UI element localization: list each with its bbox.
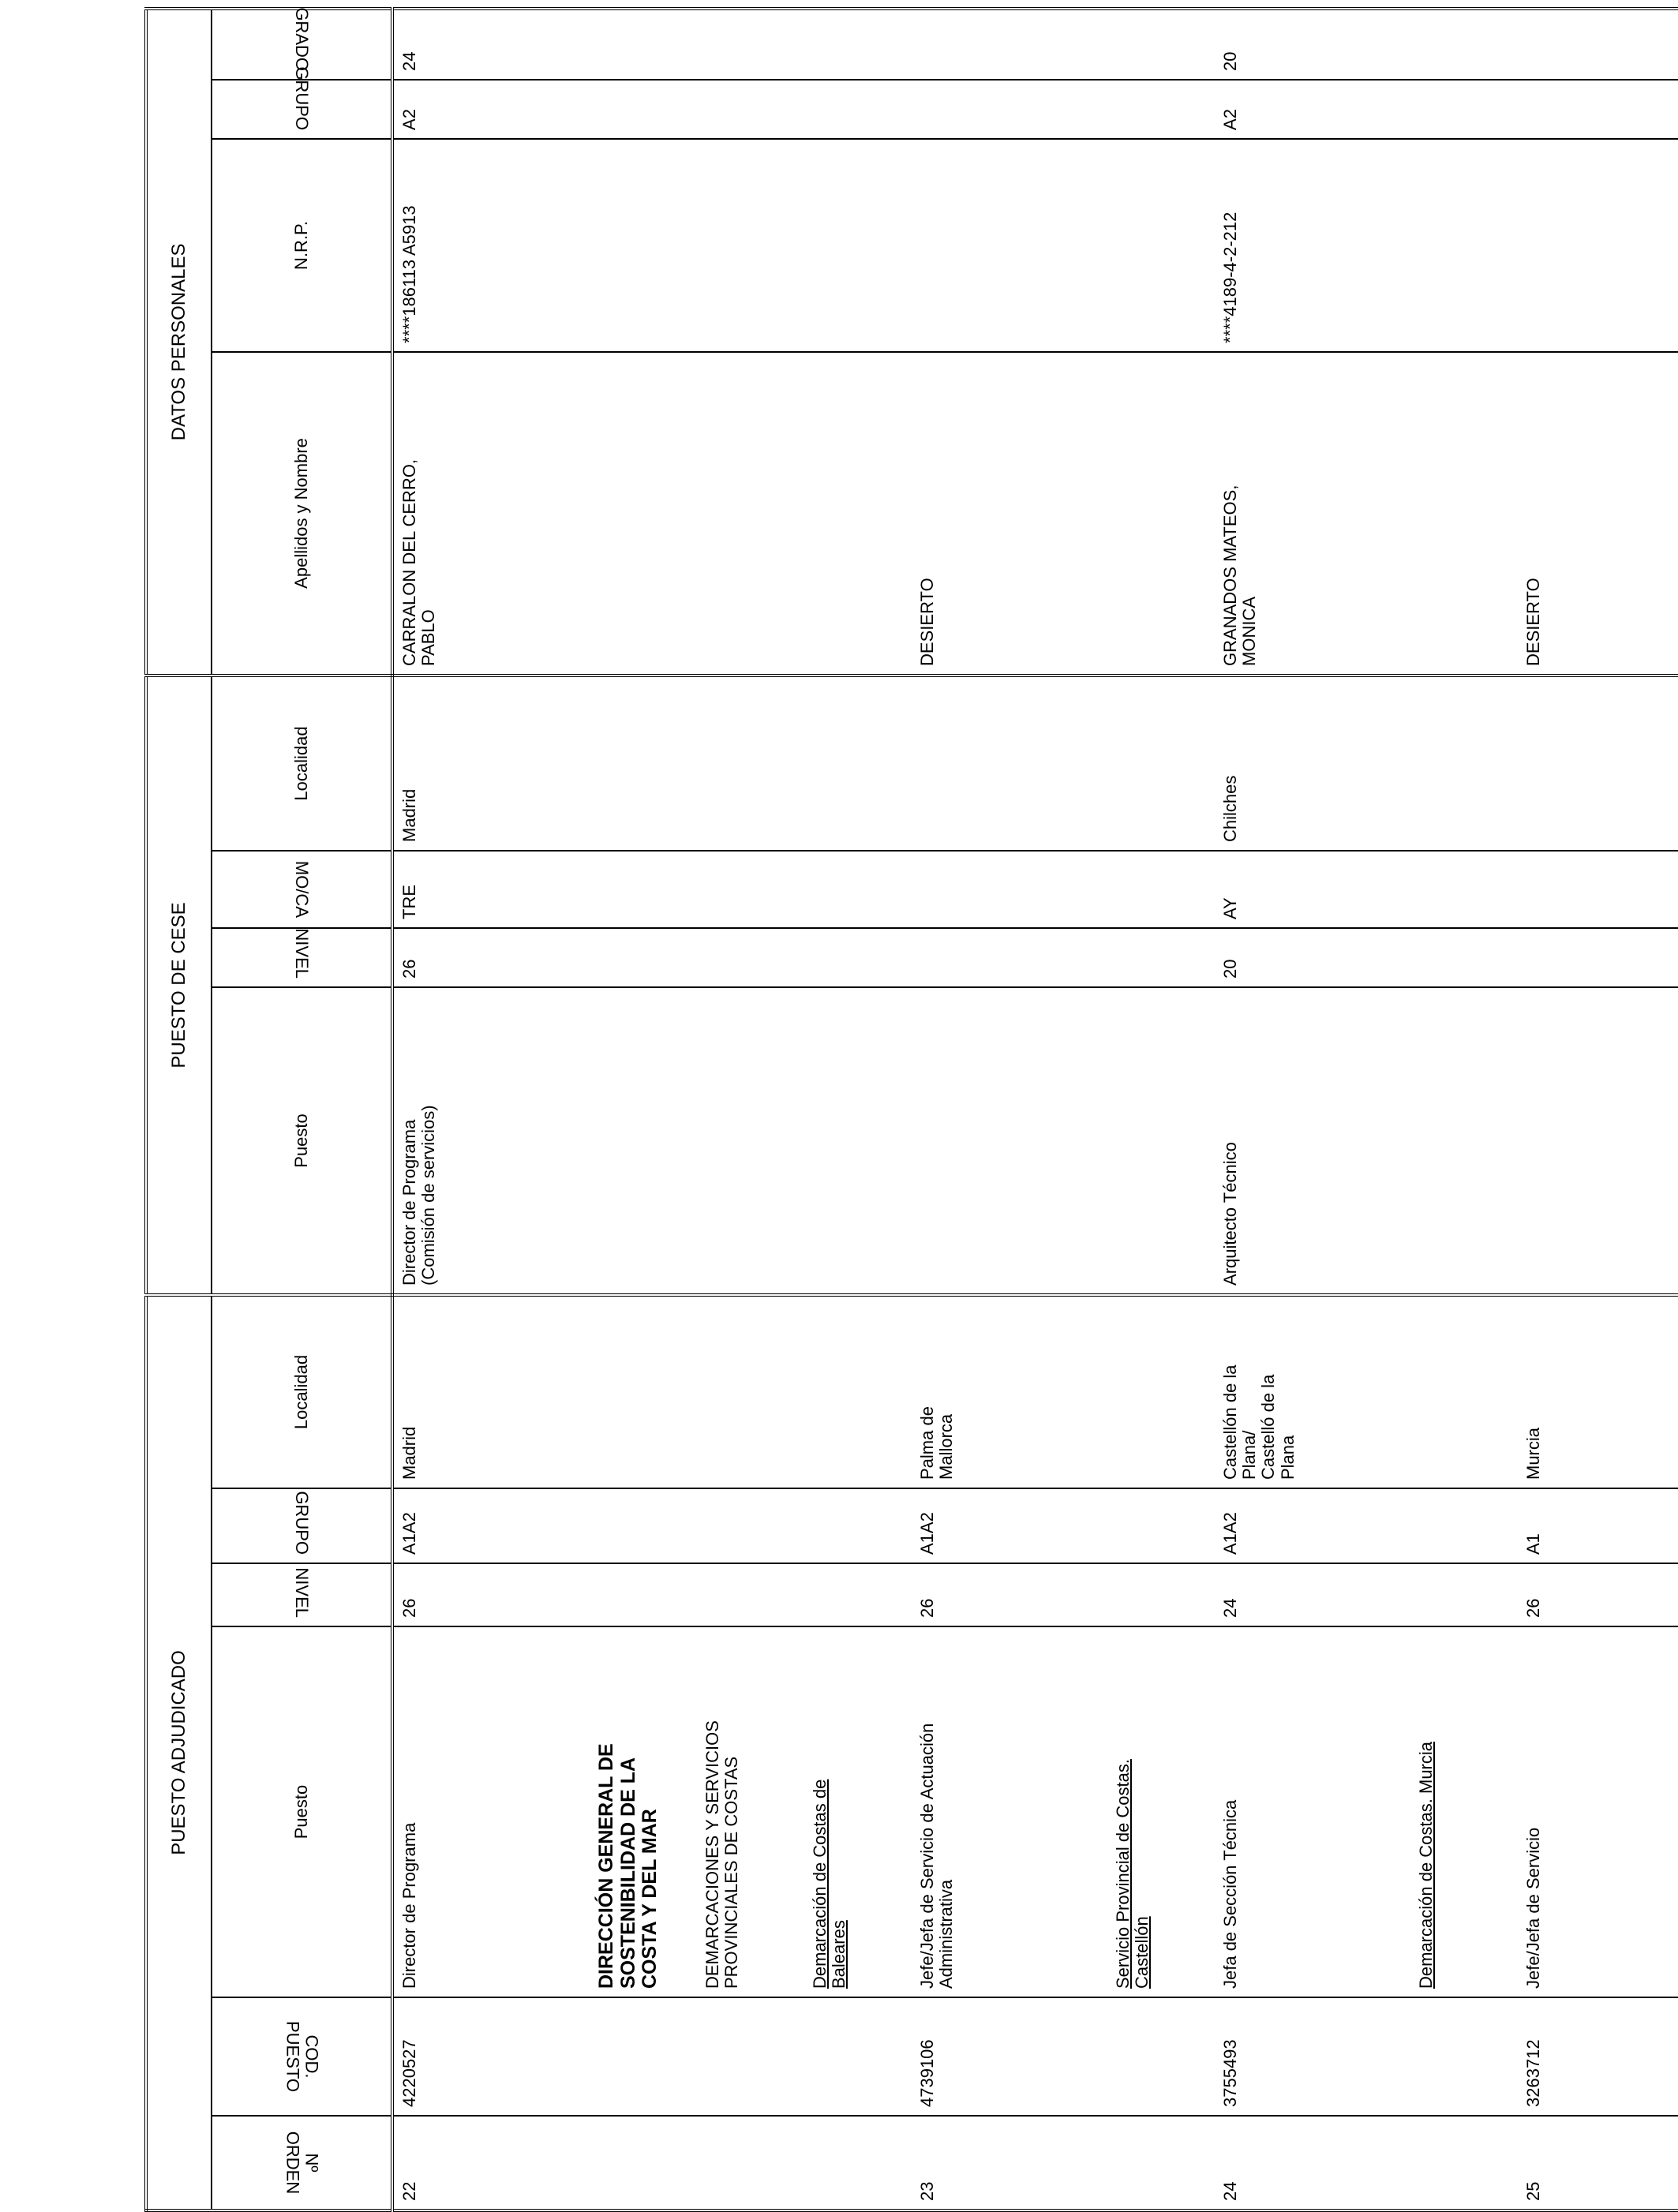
localidad-line: Mallorca bbox=[936, 1413, 957, 1480]
cese-moca-cell: TRE bbox=[392, 851, 590, 928]
apellidos-cell: DESIERTO bbox=[912, 352, 1107, 676]
heading-line: PROVINCIALES DE COSTAS bbox=[721, 1756, 742, 1989]
grupo-cell: A1 bbox=[1518, 1488, 1678, 1563]
section-heading-row bbox=[1107, 9, 1215, 2210]
localidad-line: Palma de bbox=[917, 1406, 937, 1480]
cese-puesto-cell: Arquitecto Técnico bbox=[1215, 987, 1410, 1295]
section-heading-row bbox=[697, 9, 804, 2210]
grupo-cell: A1A2 bbox=[392, 1488, 590, 1563]
nivel-cell: 24 bbox=[1215, 1563, 1410, 1626]
nrp-cell: ****4189-4-2-212 bbox=[1215, 139, 1410, 352]
directorate-heading bbox=[590, 1626, 697, 1997]
apellidos-cell bbox=[1215, 352, 1410, 676]
apellidos-line: CARRALON DEL CERRO, bbox=[399, 458, 419, 666]
cod-puesto-cell: 4220527 bbox=[392, 1997, 590, 2116]
section-puesto-de-cese: PUESTO DE CESE bbox=[146, 676, 212, 1295]
localidad-cell bbox=[912, 1295, 1107, 1488]
cese-moca-cell: AY bbox=[1215, 851, 1410, 928]
localidad-line: Castellón de la bbox=[1220, 1364, 1240, 1480]
col-header-orden: Nº ORDEN bbox=[212, 2116, 392, 2210]
localidad-cell: Murcia bbox=[1518, 1295, 1678, 1488]
table-row bbox=[392, 9, 590, 2210]
col-header-cese-puesto: Puesto bbox=[212, 987, 392, 1295]
apellidos-line: MONICA bbox=[1239, 596, 1260, 666]
cod-puesto-cell: 4739106 bbox=[912, 1997, 1107, 2116]
cod-puesto-cell: 3263712 bbox=[1518, 1997, 1678, 2116]
table-row bbox=[1215, 9, 1410, 2210]
cese-nivel-cell: 20 bbox=[1215, 928, 1410, 987]
grupo-cell: A1A2 bbox=[1215, 1488, 1410, 1563]
per-grado-cell: 24 bbox=[399, 51, 419, 71]
col-header-localidad: Localidad bbox=[212, 1295, 392, 1488]
apellidos-cell bbox=[392, 352, 590, 676]
localidad-cell bbox=[1215, 1295, 1410, 1488]
section-header-row bbox=[146, 9, 212, 2210]
heading-line: Baleares bbox=[829, 1920, 849, 1989]
cese-localidad-cell: Chilches bbox=[1215, 676, 1410, 851]
localidad-line: Castelló de la bbox=[1258, 1374, 1279, 1480]
col-header-per-grado: GRADO bbox=[212, 9, 392, 80]
nivel-cell: 26 bbox=[912, 1563, 1107, 1626]
heading-line: COSTA Y DEL MAR bbox=[639, 1809, 661, 1989]
table-row bbox=[912, 9, 1107, 2210]
per-grado-cell: 20 bbox=[1220, 51, 1240, 71]
per-grupo-cell: A2 bbox=[392, 80, 590, 139]
baleares-heading bbox=[804, 1626, 912, 1997]
col-header-puesto: Puesto bbox=[212, 1626, 392, 1997]
orden-cell: 22 bbox=[392, 2116, 590, 2210]
cese-puesto-cell bbox=[392, 987, 590, 1295]
heading-line: SOSTENIBILIDAD DE LA bbox=[616, 1757, 639, 1989]
heading-line: DEMARCACIONES Y SERVICIOS bbox=[702, 1720, 722, 1989]
resolution-table bbox=[144, 7, 1678, 2212]
heading-line: Castellón bbox=[1132, 1916, 1152, 1989]
cese-nivel-cell: 26 bbox=[392, 928, 590, 987]
table-row bbox=[1518, 9, 1678, 2210]
section-heading-row bbox=[1410, 9, 1518, 2210]
section-heading-row bbox=[590, 9, 697, 2210]
cod-puesto-cell: 3755493 bbox=[1215, 1997, 1410, 2116]
murcia-heading: Demarcación de Costas. Murcia bbox=[1410, 1626, 1518, 1997]
puesto-cell: Jefe/Jefa de Servicio bbox=[1518, 1626, 1678, 1997]
castellon-heading bbox=[1107, 1626, 1215, 1997]
apellidos-line: PABLO bbox=[418, 609, 439, 666]
grupo-cell: A1A2 bbox=[912, 1488, 1107, 1563]
col-header-apellidos: Apellidos y Nombre bbox=[212, 352, 392, 676]
orden-cell: 25 bbox=[1518, 2116, 1678, 2210]
col-header-nrp: N.R.P. bbox=[212, 139, 392, 352]
puesto-cell: Director de Programa bbox=[392, 1626, 590, 1997]
nrp-cell: ****186113 A5913 bbox=[392, 139, 590, 352]
col-header-cese-moca: MO/CA bbox=[212, 851, 392, 928]
section-puesto-adjudicado: PUESTO ADJUDICADO bbox=[146, 1295, 212, 2210]
localidad-line: Plana bbox=[1277, 1435, 1298, 1480]
apellidos-cell: DESIERTO bbox=[1518, 352, 1678, 676]
col-header-cod-puesto: COD. PUESTO bbox=[212, 1997, 392, 2116]
puesto-line: Administrativa bbox=[936, 1879, 957, 1989]
nivel-cell: 26 bbox=[392, 1563, 590, 1626]
section-heading-row bbox=[804, 9, 912, 2210]
nivel-cell: 26 bbox=[1518, 1563, 1678, 1626]
col-header-cese-nivel: NIVEL bbox=[212, 928, 392, 987]
col-header-cese-localidad: Localidad bbox=[212, 676, 392, 851]
column-header-row bbox=[212, 9, 392, 2210]
col-header-per-grupo: GRUPO bbox=[212, 80, 392, 139]
puesto-line: Jefe/Jefa de Servicio de Actuación bbox=[917, 1723, 937, 1989]
orden-cell: 23 bbox=[912, 2116, 1107, 2210]
heading-line: Servicio Provincial de Costas. bbox=[1113, 1758, 1133, 1989]
col-header-nivel: NIVEL bbox=[212, 1563, 392, 1626]
puesto-cell bbox=[912, 1626, 1107, 1997]
heading-line: DIRECCIÓN GENERAL DE bbox=[595, 1743, 617, 1989]
per-grupo-cell: A2 bbox=[1215, 80, 1410, 139]
puesto-cell: Jefa de Sección Técnica bbox=[1215, 1626, 1410, 1997]
rotated-table-block bbox=[144, 7, 1543, 2212]
orden-cell: 24 bbox=[1215, 2116, 1410, 2210]
heading-line: Demarcación de Costas de bbox=[810, 1779, 830, 1989]
cese-localidad-cell: Madrid bbox=[392, 676, 590, 851]
section-datos-personales: DATOS PERSONALES bbox=[146, 9, 212, 676]
localidad-line: Plana/ bbox=[1239, 1430, 1260, 1480]
cese-puesto-line: Director de Programa bbox=[399, 1119, 419, 1286]
localidad-cell: Madrid bbox=[392, 1295, 590, 1488]
demarcaciones-heading bbox=[697, 1626, 804, 1997]
col-header-grupo: GRUPO bbox=[212, 1488, 392, 1563]
cese-puesto-line: (Comisión de servicios) bbox=[418, 1105, 439, 1286]
apellidos-line: GRANADOS MATEOS, bbox=[1220, 485, 1240, 666]
